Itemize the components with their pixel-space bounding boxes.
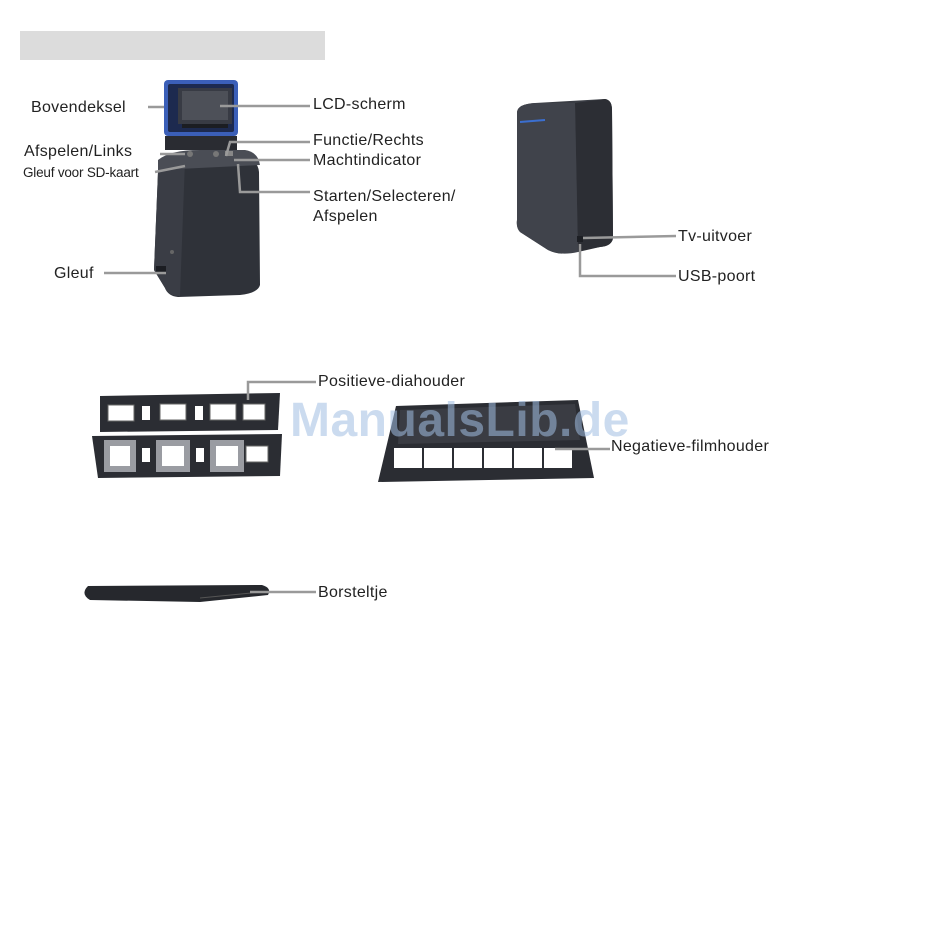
label-brush: Borsteltje [318,584,388,601]
label-tv-out: Tv-uitvoer [678,228,753,245]
label-slot: Gleuf [54,265,94,282]
positive-slide-holder-illustration [92,393,282,478]
scanner-back-illustration [517,99,613,254]
scanner-front-illustration [154,80,260,297]
label-function-right: Functie/Rechts [313,132,424,149]
label-sd-slot: Gleuf voor SD-kaart [23,165,139,180]
label-play-left: Afspelen/Links [24,143,133,160]
label-positive-slide-holder: Positieve-diahouder [318,373,466,390]
brush-illustration [84,585,269,602]
label-start-select-play-line1: Starten/Selecteren/ [313,188,456,205]
label-start-select-play-line2: Afspelen [313,208,378,225]
label-top-cover: Bovendeksel [31,99,126,116]
label-usb-port: USB-poort [678,268,756,285]
label-power-indicator: Machtindicator [313,152,422,169]
watermark-text: ManualsLib.de [290,394,630,447]
label-negative-film-holder: Negatieve-filmhouder [611,438,770,455]
label-lcd-screen: LCD-scherm [313,96,406,113]
